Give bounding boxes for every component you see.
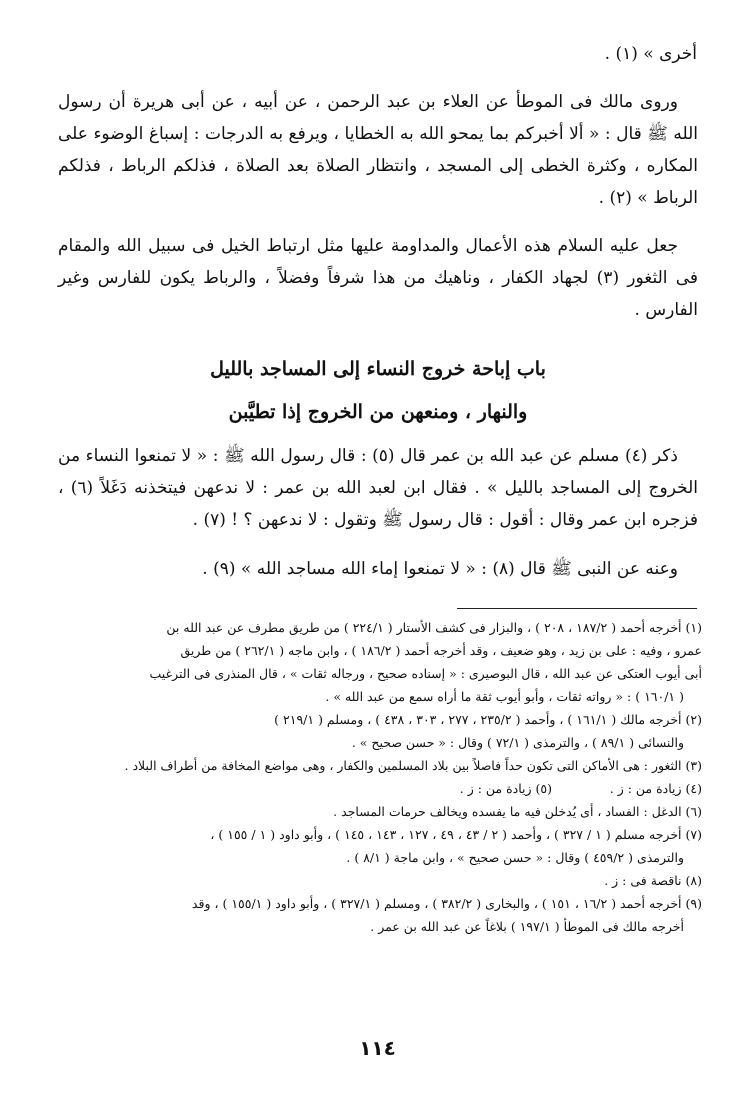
- continued-line: أخرى » (١) .: [604, 44, 697, 64]
- footnote-line: والنسائى ( ٨٩/١ ) ، والترمذى ( ٧٢/١ ) وقال : « حسن صحيح » .: [351, 735, 684, 750]
- footnote-9: [50, 892, 702, 938]
- footnote-line: (٦) الدغل : الفساد ، أى يُدخلن فيه ما يفسده ويخالف حرمات المساجد .: [333, 804, 702, 819]
- paragraph-text: وروى مالك فى الموطأ عن العلاء بن عبد الرحمن ، عن أبيه ، عن أبى هريرة أن رسول الله ﷺ قال : « ألا أخبركم بما يمحو الله به الخطايا ، ويرفع به الدرجات : إسباغ الوضوء على المكاره ، وكثرة الخطى إلى المسجد ، وانتظار الصلاة بعد الصلاة ، فذلكم الرباط ، فذلكم الرباط » (٢) .: [58, 92, 698, 208]
- footnote-line: (٨) ناقصة فى : ز .: [604, 873, 702, 888]
- footnote-divider: [457, 608, 697, 609]
- footnote-line: (١) أخرجه أحمد ( ١٨٧/٢ ، ٢٠٨ ) ، والبزار فى كشف الأستار ( ٢٢٤/١ ) من طريق مطرف عن عبد الله بن: [166, 620, 702, 635]
- footnote-line: ( ١٦٠/١ ) : « رواته ثقات ، وأبو أيوب ثقة ما أراه سمع من عبد الله » .: [325, 689, 684, 704]
- footnote-8: [50, 869, 702, 892]
- footnote-4: (٤) زيادة من : ز .: [609, 781, 702, 796]
- paragraph-muslim-hadith: [58, 440, 698, 536]
- page-number: ١١٤: [359, 1036, 396, 1060]
- footnote-4-5: [50, 777, 702, 800]
- paragraph-text: جعل عليه السلام هذه الأعمال والمداومة عليها مثل ارتباط الخيل فى سبيل الله والمقام فى الثغور (٣) لجهاد الكفار ، وناهيك من هذا شرفاً وفضلاً ، والرباط يكون للفارس وغير الفارس .: [58, 236, 698, 320]
- footnote-3: [50, 754, 702, 777]
- footnote-line: أبى أيوب العتكى عن عبد الله ، قال البوصيرى : « إسناده صحيح ، ورجاله ثقات » ، قال المنذرى فى الترغيب: [149, 666, 702, 681]
- footnote-2: [50, 708, 702, 754]
- footnote-line: (٢) أخرجه مالك ( ١٦١/١ ) ، وأحمد ( ٢٣٥/٢ ، ٢٧٧ ، ٣٠٣ ، ٤٣٨ ) ، ومسلم ( ٢١٩/١ ): [274, 712, 702, 727]
- footnote-5: (٥) زيادة من : ز .: [459, 781, 552, 796]
- chapter-heading-line2: والنهار ، ومنعهن من الخروج إذا تطيَّبن: [228, 401, 528, 423]
- paragraph-malik-hadith: [58, 86, 698, 214]
- paragraph-text: ذكر (٤) مسلم عن عبد الله بن عمر قال (٥) : قال رسول الله ﷺ : « لا تمنعوا النساء من الخروج إلى المساجد بالليل » . فقال ابن لعبد الله بن عمر : لا ندعهن فيتخذنه دَغَلاً (٦) ، فزجره ابن عمر وقال : أقول : قال رسول ﷺ وتقول : لا ندعهن ؟ ! (٧) .: [58, 446, 698, 530]
- footnote-6: [50, 800, 702, 823]
- paragraph-text: وعنه عن النبى ﷺ قال (٨) : « لا تمنعوا إماء الله مساجد الله » (٩) .: [202, 559, 678, 579]
- footnote-7: [50, 823, 702, 869]
- footnote-line: والترمذى ( ٤٥٩/٢ ) وقال : « حسن صحيح » ، وابن ماجة ( ٨/١ ) .: [346, 850, 684, 865]
- paragraph-commentary: [58, 230, 698, 326]
- footnote-line: (٣) الثغور : هى الأماكن التى تكون حداً فاصلاً بين بلاد المسلمين والكفار ، وهى مواضع المخافة من أطراف البلاد .: [124, 758, 702, 773]
- footnote-line: عمرو ، وفيه : على بن زيد ، وهو ضعيف ، وقد أخرجه أحمد ( ١٨٦/٢ ) ، وابن ماجه ( ٢٦٢/١ ) من طريق: [180, 643, 702, 658]
- footnote-line: أخرجه مالك فى الموطأ ( ١٩٧/١ ) بلاغاً عن عبد الله بن عمر .: [370, 919, 684, 934]
- footnote-line: (٩) أخرجه أحمد ( ١٦/٢ ، ١٥١ ) ، والبخارى ( ٣٨٢/٢ ) ، ومسلم ( ٣٢٧/١ ) ، وأبو داود ( ١٥٥/١ ) ، وقد: [191, 896, 702, 911]
- footnote-1: [50, 616, 702, 708]
- footnote-line: (٧) أخرجه مسلم ( ١ / ٣٢٧ ) ، وأحمد ( ٢ / ٤٣ ، ٤٩ ، ١٢٧ ، ١٤٣ ، ١٤٥ ) ، وأبو داود ( ١ / ١٥٥ ) ،: [210, 827, 702, 842]
- paragraph-prophet-hadith: [58, 553, 698, 585]
- footnotes: [50, 616, 702, 938]
- chapter-heading-line1: باب إباحة خروج النساء إلى المساجد بالليل: [210, 358, 546, 380]
